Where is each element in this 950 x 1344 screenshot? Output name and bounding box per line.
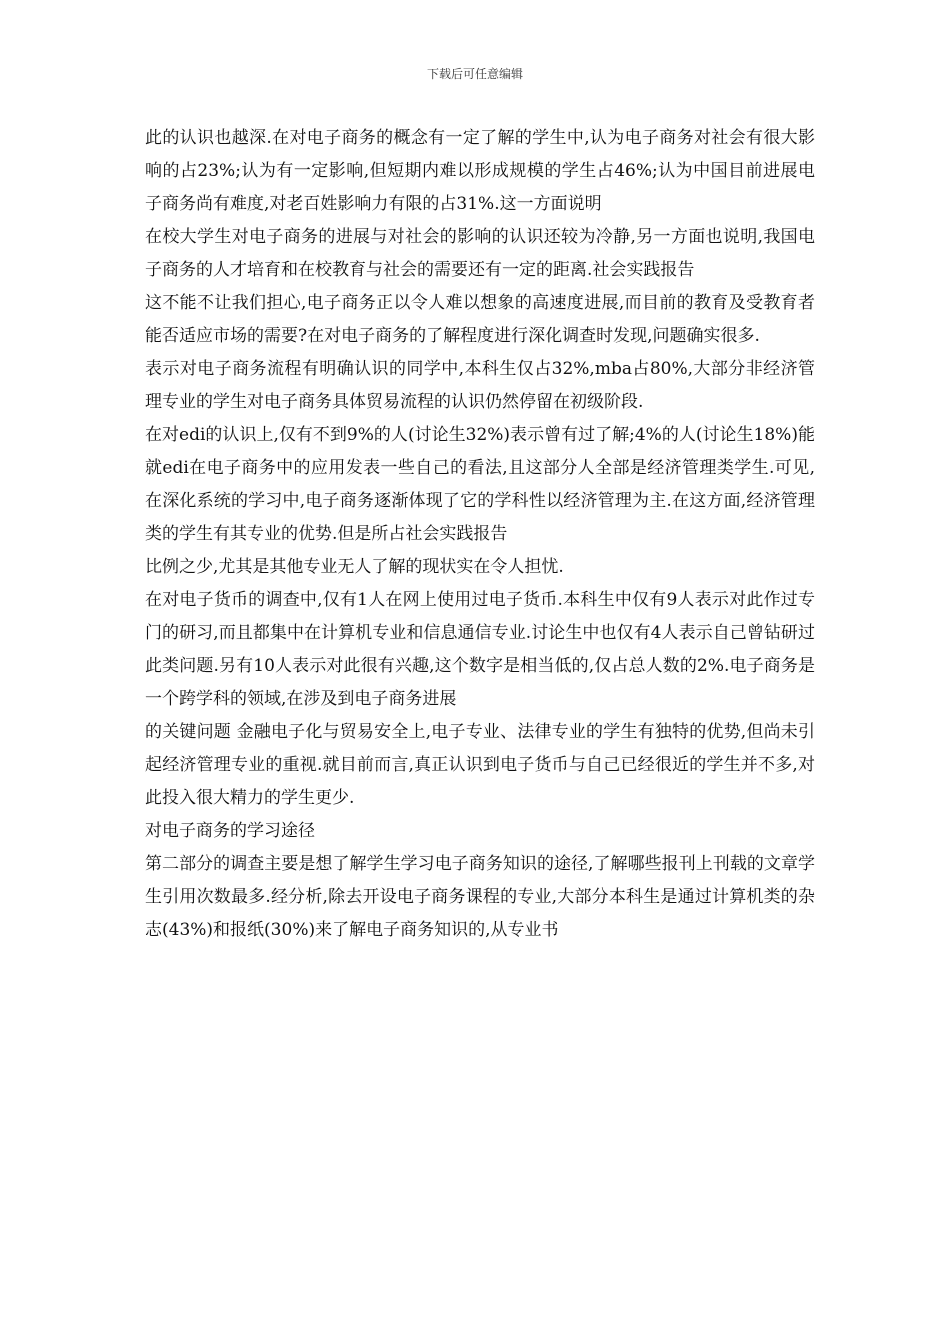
paragraph: 在对edi的认识上,仅有不到9%的人(讨论生32%)表示曾有过了解;4%的人(讨论生18%)能就edi在电子商务中的应用发表一些自己的看法,且这部分人全部是经济管理类学生.可见,在深化系统的学习中,电子商务逐渐体现了它的学科性以经济管理为主.在这方面,经济管理类的学生有其专业的优势.但是所占社会实践报告: [145, 425, 815, 544]
paragraph: 此的认识也越深.在对电子商务的概念有一定了解的学生中,认为电子商务对社会有很大影响的占23%;认为有一定影响,但短期内难以形成规模的学生占46%;认为中国目前进展电子商务尚有难度,对老百姓影响力有限的占31%.这一方面说明: [145, 128, 815, 214]
paragraph: 这不能不让我们担心,电子商务正以令人难以想象的高速度进展,而目前的教育及受教育者能否适应市场的需要?在对电子商务的了解程度进行深化调查时发现,问题确实很多.: [145, 293, 815, 346]
paragraph: 在校大学生对电子商务的进展与对社会的影响的认识还较为冷静,另一方面也说明,我国电子商务的人才培育和在校教育与社会的需要还有一定的距离.社会实践报告: [145, 227, 815, 280]
paragraph: 表示对电子商务流程有明确认识的同学中,本科生仅占32%,mba占80%,大部分非经济管理专业的学生对电子商务具体贸易流程的认识仍然停留在初级阶段.: [145, 359, 815, 412]
document-body: [145, 122, 815, 947]
paragraph: 第二部分的调查主要是想了解学生学习电子商务知识的途径,了解哪些报刊上刊载的文章学生引用次数最多.经分析,除去开设电子商务课程的专业,大部分本科生是通过计算机类的杂志(43%)和报纸(30%)来了解电子商务知识的,从专业书: [145, 854, 815, 940]
paragraph: 在对电子货币的调查中,仅有1人在网上使用过电子货币.本科生中仅有9人表示对此作过专门的研习,而且都集中在计算机专业和信息通信专业.讨论生中也仅有4人表示自己曾钻研过此类问题.另有10人表示对此很有兴趣,这个数字是相当低的,仅占总人数的2%.电子商务是一个跨学科的领域,在涉及到电子商务进展: [145, 590, 815, 709]
page-header: 下载后可任意编辑: [426, 67, 523, 81]
paragraph: 比例之少,尤其是其他专业无人了解的现状实在令人担忧.: [145, 557, 564, 577]
section-heading: 对电子商务的学习途径: [145, 821, 315, 841]
paragraph: 的关键问题 金融电子化与贸易安全上,电子专业、法律专业的学生有独特的优势,但尚未引起经济管理专业的重视.就目前而言,真正认识到电子货币与自己已经很近的学生并不多,对此投入很大精力的学生更少.: [145, 722, 815, 808]
